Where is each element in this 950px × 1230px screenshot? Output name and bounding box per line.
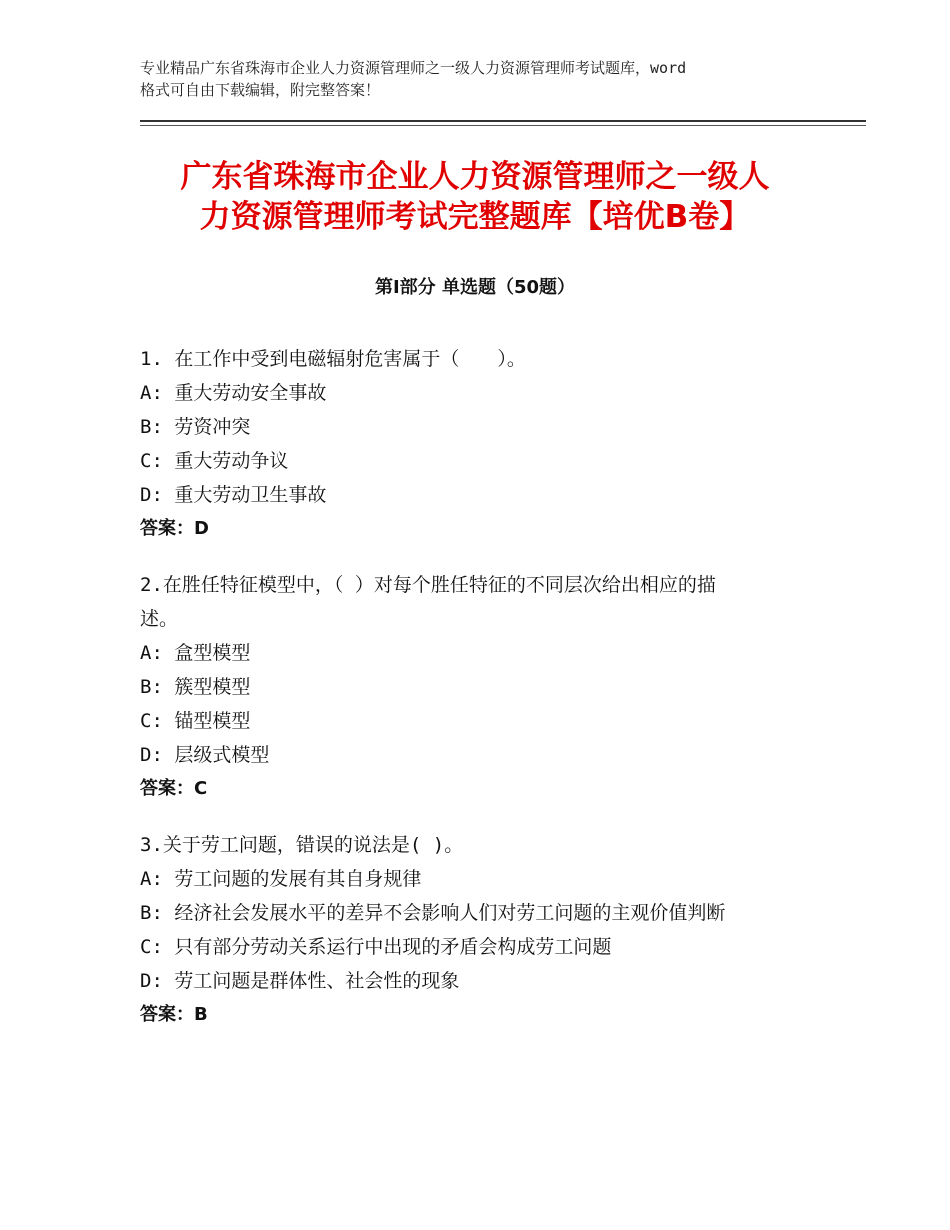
question-1 bbox=[140, 342, 810, 546]
header-note-line-2: 格式可自由下载编辑，附完整答案！ bbox=[140, 81, 381, 99]
option-b: B: 劳资冲突 bbox=[140, 416, 251, 438]
section-title: 第Ⅰ部分 单选题（50题） bbox=[374, 277, 575, 298]
option-c: C: 锚型模型 bbox=[140, 710, 251, 732]
option-d: D: 层级式模型 bbox=[140, 744, 270, 766]
answer: 答案：B bbox=[140, 1004, 208, 1025]
question-3 bbox=[140, 828, 810, 1032]
option-c: C: 重大劳动争议 bbox=[140, 450, 289, 472]
question-list bbox=[140, 342, 810, 1054]
question-stem: 2.在胜任特征模型中，（ ）对每个胜任特征的不同层次给出相应的描 bbox=[140, 574, 716, 596]
option-c: C: 只有部分劳动关系运行中出现的矛盾会构成劳工问题 bbox=[140, 936, 612, 958]
question-stem-continued: 述。 bbox=[140, 608, 179, 630]
header-note-line-1: 专业精品广东省珠海市企业人力资源管理师之一级人力资源管理师考试题库，word bbox=[140, 59, 687, 77]
header-rule-thin bbox=[140, 125, 866, 126]
header-note bbox=[140, 57, 840, 101]
answer: 答案：D bbox=[140, 518, 209, 539]
option-b: B: 经济社会发展水平的差异不会影响人们对劳工问题的主观价值判断 bbox=[140, 902, 726, 924]
document-title-line-2: 力资源管理师考试完整题库【培优B卷】 bbox=[199, 199, 751, 235]
question-2 bbox=[140, 568, 810, 806]
header-rule-thick bbox=[140, 120, 866, 122]
answer: 答案：C bbox=[140, 778, 208, 799]
document-title bbox=[140, 157, 810, 237]
question-stem: 3.关于劳工问题，错误的说法是( )。 bbox=[140, 834, 464, 856]
option-d: D: 重大劳动卫生事故 bbox=[140, 484, 327, 506]
document-title-line-1: 广东省珠海市企业人力资源管理师之一级人 bbox=[180, 159, 770, 195]
option-d: D: 劳工问题是群体性、社会性的现象 bbox=[140, 970, 460, 992]
question-stem: 1. 在工作中受到电磁辐射危害属于（ ）。 bbox=[140, 348, 526, 370]
option-a: A: 盒型模型 bbox=[140, 642, 251, 664]
option-b: B: 簇型模型 bbox=[140, 676, 251, 698]
option-a: A: 重大劳动安全事故 bbox=[140, 382, 327, 404]
option-a: A: 劳工问题的发展有其自身规律 bbox=[140, 868, 422, 890]
